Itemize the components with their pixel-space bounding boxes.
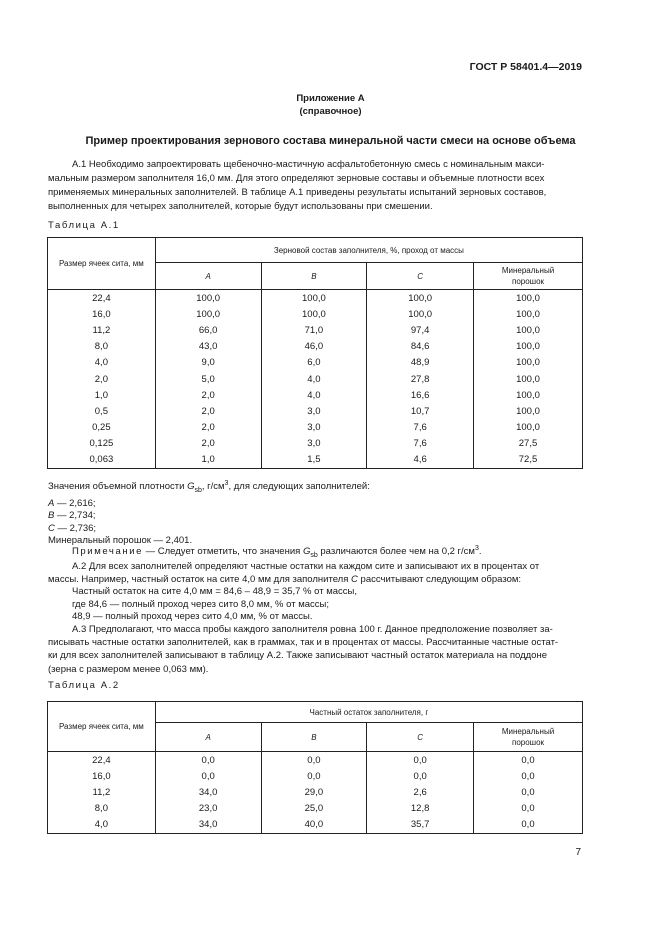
appendix-subtitle: (справочное) [299,106,362,117]
note: Примечание — Следует отметить, что значения $G_{sb}$ различаются более чем на 0,2 $г/см^3$. [72,545,482,560]
paragraph-line: 48,9 — полный проход через сито 4,0 мм, % от массы. [72,611,313,623]
table-cell: 0,063 [48,452,156,469]
table-cell: 100,0 [474,403,583,419]
paragraph-line: писывать частные остатки заполнителей, как в граммах, так и в процентах от массы. Рассчитанные частные остат- [48,637,559,649]
paragraph-line: мальным размером заполнителя 16,0 мм. Для этого определяют зерновые составы и объемные плотности всех [48,173,545,184]
table-cell: 10,7 [367,403,474,419]
header-group: Зерновой состав заполнителя, %, проход от массы [155,238,582,263]
table-cell: 3,0 [261,403,367,419]
table-cell: 25,0 [261,801,367,817]
table-cell: 27,5 [474,436,583,452]
table-cell: 100,0 [474,322,583,338]
table-cell: 11,2 [48,784,156,800]
header-group: Частный остаток заполнителя, г [155,702,582,723]
table-row [48,420,583,436]
table-cell: 4,0 [261,371,367,387]
table-cell: 100,0 [474,387,583,403]
table-cell: 0,0 [261,768,367,784]
header-col-a: А [155,263,261,290]
table-cell: 0,0 [367,752,474,769]
density-intro: Значения объемной плотности $G_{sb}$, $г/см^3$, для следующих заполнителей: [48,480,370,495]
table-row [48,290,583,307]
paragraph-line: ки для всех заполнителей записывают в таблицу А.2. Также записывают частный остаток материала на поддоне [48,650,547,662]
header-sieve-size: Размер ячеек сита, мм [48,238,156,290]
table-row [48,784,583,800]
table-cell: 66,0 [155,322,261,338]
table-row [48,436,583,452]
paragraph-line: где 84,6 — полный проход через сито 8,0 мм, % от массы; [72,598,329,610]
table-row [48,355,583,371]
table-cell: 4,6 [367,452,474,469]
table-cell: 0,0 [474,768,583,784]
table-cell: 8,0 [48,339,156,355]
table-cell: 43,0 [155,339,261,355]
paragraph-a3 [48,623,584,676]
table-cell: 2,0 [155,387,261,403]
density-block [48,478,584,548]
table-cell: 100,0 [474,339,583,355]
table-cell: 16,0 [48,768,156,784]
table-cell: 72,5 [474,452,583,469]
header-col-powder: Минеральный порошок [474,263,583,290]
table-cell: 0,0 [474,752,583,769]
table-cell: 4,0 [48,817,156,834]
table-cell: 97,4 [367,322,474,338]
table-cell: 11,2 [48,322,156,338]
table-cell: 3,0 [261,420,367,436]
table2-caption: Таблица А.2 [48,680,120,691]
table1-caption: Таблица А.1 [48,220,120,231]
table-cell: 46,0 [261,339,367,355]
table-cell: 22,4 [48,752,156,769]
density-item-a: А — 2,616; [48,497,96,509]
table-row [48,768,583,784]
table-cell: 100,0 [261,290,367,307]
paragraph-a2 [48,561,584,624]
density-item-b: В — 2,734; [48,510,96,522]
table-a2 [47,701,583,834]
table-cell: 100,0 [474,306,583,322]
header-col-a: А [155,723,261,752]
table-cell: 0,0 [474,784,583,800]
table-cell: 7,6 [367,420,474,436]
table-cell: 1,5 [261,452,367,469]
table-cell: 4,0 [261,387,367,403]
table-row [48,801,583,817]
appendix-heading [0,92,661,118]
table-cell: 0,0 [474,817,583,834]
paragraph-line: А.1 Необходимо запроектировать щебеночно-мастичную асфальтобетонную смесь с номинальным макси- [72,159,545,170]
table-cell: 16,0 [48,306,156,322]
table-row [48,306,583,322]
table-cell: 2,0 [48,371,156,387]
table-cell: 0,25 [48,420,156,436]
table1-body [48,290,583,469]
table-a1 [47,237,583,469]
table-cell: 34,0 [155,817,261,834]
table-row [48,403,583,419]
table-cell: 0,0 [474,801,583,817]
table-cell: 2,0 [155,403,261,419]
table2-body [48,752,583,834]
table-cell: 27,8 [367,371,474,387]
header-col-c: С [367,723,474,752]
paragraph-line: А.3 Предполагают, что масса пробы каждого заполнителя ровна 100 г. Данное предположение позволяет за- [72,624,553,635]
table-cell: 16,6 [367,387,474,403]
table-cell: 0,5 [48,403,156,419]
table-cell: 9,0 [155,355,261,371]
table-cell: 0,0 [367,768,474,784]
header-sieve-size: Размер ячеек сита, мм [48,702,156,752]
header-col-b: В [261,723,367,752]
table-cell: 22,4 [48,290,156,307]
table-cell: 2,6 [367,784,474,800]
table-cell: 23,0 [155,801,261,817]
table-cell: 40,0 [261,817,367,834]
header-col-powder: Минеральный порошок [474,723,583,752]
table-row [48,752,583,769]
section-heading: Пример проектирования зернового состава минеральной части смеси на основе объема [85,135,576,147]
table-cell: 100,0 [474,290,583,307]
table-cell: 34,0 [155,784,261,800]
table-cell: 100,0 [367,306,474,322]
table-row [48,387,583,403]
table-cell: 1,0 [48,387,156,403]
table-cell: 84,6 [367,339,474,355]
paragraph-line: массы. Например, частный остаток на сите 4,0 мм для заполнителя С рассчитывают следующим образом: [48,573,522,585]
table-cell: 100,0 [474,355,583,371]
table-cell: 3,0 [261,436,367,452]
table-row [48,452,583,469]
paragraph-a1 [48,158,584,214]
table-cell: 2,0 [155,420,261,436]
table-cell: 100,0 [155,290,261,307]
table-cell: 100,0 [261,306,367,322]
table-cell: 0,0 [261,752,367,769]
paragraph-line: выполненных для четырех заполнителей, которые будут использованы при смешении. [48,201,433,212]
table-cell: 7,6 [367,436,474,452]
table-cell: 12,8 [367,801,474,817]
table-cell: 0,0 [155,768,261,784]
paragraph-line: А.2 Для всех заполнителей определяют частные остатки на каждом сите и записывают их в процентах от [72,561,540,572]
table-cell: 8,0 [48,801,156,817]
table-cell: 100,0 [474,371,583,387]
table-cell: 71,0 [261,322,367,338]
table-row [48,817,583,834]
table-cell: 100,0 [474,420,583,436]
table-cell: 5,0 [155,371,261,387]
table-cell: 0,0 [155,752,261,769]
table-cell: 48,9 [367,355,474,371]
table-cell: 6,0 [261,355,367,371]
table-row [48,371,583,387]
table-row [48,339,583,355]
table-cell: 4,0 [48,355,156,371]
appendix-title: Приложение А [296,93,365,104]
note-label: Примечание [72,546,143,558]
table-cell: 100,0 [367,290,474,307]
table-cell: 100,0 [155,306,261,322]
header-col-c: С [367,263,474,290]
table-cell: 1,0 [155,452,261,469]
header-col-b: В [261,263,367,290]
table-cell: 29,0 [261,784,367,800]
standard-number: ГОСТ Р 58401.4—2019 [469,61,582,73]
table-cell: 35,7 [367,817,474,834]
density-item-c: С — 2,736; [48,522,97,534]
density-item-powder: Минеральный порошок — 2,401. [48,535,193,547]
table-cell: 0,125 [48,436,156,452]
page-number: 7 [575,847,581,858]
paragraph-line: Частный остаток на сите 4,0 мм = 84,6 – 48,9 = 35,7 % от массы, [72,586,357,598]
table-cell: 2,0 [155,436,261,452]
paragraph-line: применяемых минеральных заполнителей. В таблице А.1 приведены результаты испытаний зерновых составов, [48,187,547,198]
paragraph-line: (зерна с размером менее 0,063 мм). [48,663,209,675]
table-row [48,322,583,338]
